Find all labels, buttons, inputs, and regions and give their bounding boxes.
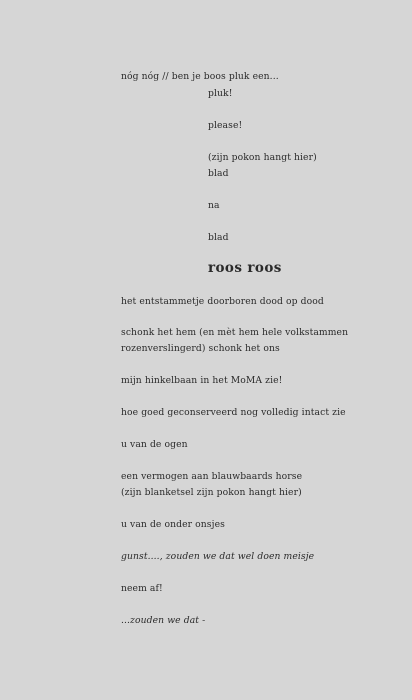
poem-line: blad — [208, 232, 229, 243]
poem-line: na — [208, 200, 220, 211]
poem-line-italic: gunst...., zouden we dat wel doen meisje — [121, 551, 315, 562]
poem-line: (zijn pokon hangt hier) — [208, 152, 317, 163]
poem-line: pluk! — [208, 88, 233, 99]
poem-line: u van de ogen — [121, 439, 188, 450]
poem-line: neem af! — [121, 583, 163, 594]
poem-heading: roos roos — [208, 260, 282, 276]
poem-line: u van de onder onsjes — [121, 519, 225, 530]
poem-line: schonk het hem (en mèt hem hele volkstammen — [121, 327, 349, 338]
poem-line: het entstammetje doorboren dood op dood — [121, 296, 324, 307]
poem-line: please! — [208, 120, 243, 131]
poem-line: (zijn blanketsel zijn pokon hangt hier) — [121, 487, 302, 498]
poem-line: blad — [208, 168, 229, 179]
poem-line: hoe goed geconserveerd nog volledig intact zie — [121, 407, 346, 418]
poem-line: nóg nóg // ben je boos pluk een... — [121, 71, 279, 82]
poem-line: mijn hinkelbaan in het MoMA zie! — [121, 375, 283, 386]
poem-line: rozenverslingerd) schonk het ons — [121, 343, 280, 354]
poem-line-italic: ...zouden we dat - — [121, 615, 206, 626]
poem-line: een vermogen aan blauwbaards horse — [121, 471, 303, 482]
